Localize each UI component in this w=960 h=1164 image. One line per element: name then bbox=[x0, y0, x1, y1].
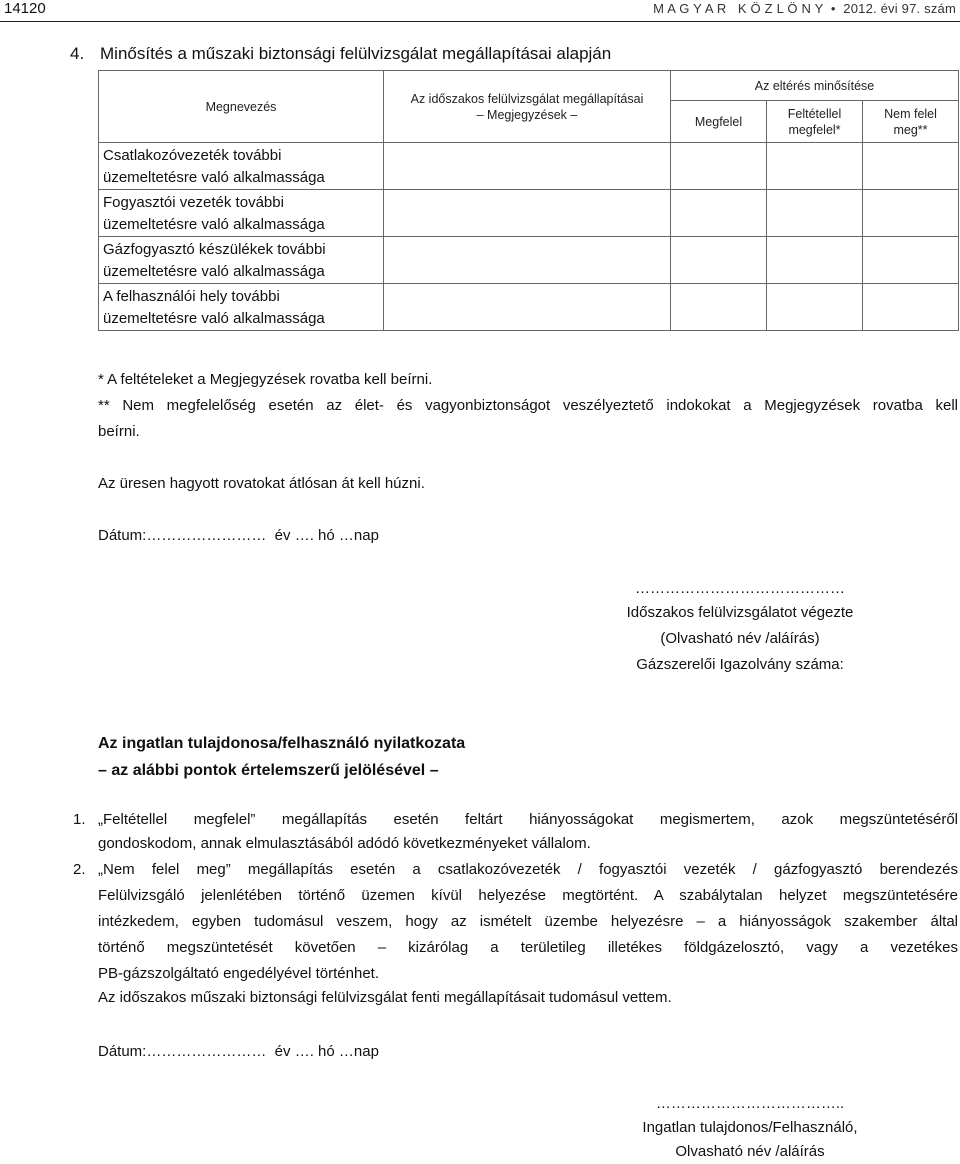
section-number: 4. bbox=[70, 44, 85, 63]
inspector-license-number: Gázszerelői Igazolvány száma: bbox=[636, 656, 844, 673]
col-header-fail-line2: meg** bbox=[893, 122, 928, 137]
item1-line1: „Feltétellel megfelel” megállapítás esetén feltárt hiányosságokat megismertem, azok megszüntetéséről bbox=[98, 811, 958, 828]
publication-title: M A G Y A R K Ö Z L Ö N Y • 2012. évi 97. szám bbox=[653, 1, 956, 16]
ok-cell[interactable] bbox=[671, 143, 767, 190]
page-header bbox=[0, 0, 960, 22]
inspector-signature-line2: (Olvasható név /aláírás) bbox=[660, 630, 820, 647]
notes-cell[interactable] bbox=[384, 190, 671, 237]
item2-line5: PB-gázszolgáltató engedélyével történhet. bbox=[98, 965, 380, 982]
row-label-line2: üzemeltetésre való alkalmassága bbox=[103, 169, 325, 186]
item2-line3: intézkedem, egyben tudomásul veszem, hogy az ismételt üzembe helyezésre – a hiányosságok szakember által bbox=[98, 913, 958, 930]
item2-line2: Felülvizsgáló jelenlétében történő üzemen kívül helyezése megtörtént. A szabálytalan helyzet megszüntetésére bbox=[98, 887, 958, 904]
inspector-signature-line1: Időszakos felülvizsgálatot végezte bbox=[626, 604, 854, 621]
conditional-cell[interactable] bbox=[767, 143, 863, 190]
item2-line1: „Nem felel meg” megállapítás esetén a csatlakozóvezeték / fogyasztói vezeték / gázfogyasztó berendezés bbox=[98, 861, 958, 878]
conditional-cell[interactable] bbox=[767, 237, 863, 284]
item1-number: 1. bbox=[73, 811, 86, 828]
footnote-2-line2: beírni. bbox=[98, 423, 140, 440]
conditional-cell[interactable] bbox=[767, 190, 863, 237]
header-rule bbox=[0, 21, 960, 22]
row-label-line1: Gázfogyasztó készülékek további bbox=[103, 241, 326, 258]
row-label-line1: A felhasználói hely további bbox=[103, 288, 280, 305]
col-header-conditional-line2: megfelel* bbox=[788, 122, 841, 137]
col-header-fail-line1: Nem felel bbox=[884, 106, 937, 121]
ok-cell[interactable] bbox=[671, 190, 767, 237]
notes-cell[interactable] bbox=[384, 143, 671, 190]
fail-cell[interactable] bbox=[863, 237, 959, 284]
footnote-1: * A feltételeket a Megjegyzések rovatba kell beírni. bbox=[98, 371, 433, 388]
page-number: 14120 bbox=[4, 0, 46, 17]
fail-cell[interactable] bbox=[863, 190, 959, 237]
col-header-ok: Megfelel bbox=[671, 101, 767, 143]
owner-signature-dots[interactable]: ……………………………….. bbox=[655, 1095, 845, 1112]
assessment-table bbox=[98, 70, 959, 331]
row-label bbox=[99, 237, 384, 284]
inspection-date-line[interactable]: Dátum:…………………… év …. hó …nap bbox=[98, 527, 379, 544]
col-header-notes bbox=[384, 71, 671, 143]
notes-cell[interactable] bbox=[384, 237, 671, 284]
item2-number: 2. bbox=[73, 861, 86, 878]
declaration-title: Az ingatlan tulajdonosa/felhasználó nyilatkozata bbox=[98, 735, 466, 752]
row-label bbox=[99, 284, 384, 331]
item1-line2: gondoskodom, annak elmulasztásából adódó következményeket vállalom. bbox=[98, 835, 591, 852]
owner-date-line[interactable]: Dátum:…………………… év …. hó …nap bbox=[98, 1043, 379, 1060]
row-label-line1: Csatlakozóvezeték további bbox=[103, 147, 282, 164]
owner-signature-line1: Ingatlan tulajdonos/Felhasználó, bbox=[642, 1119, 858, 1136]
declaration-subtitle: – az alábbi pontok értelemszerű jelölésével – bbox=[98, 762, 439, 779]
fail-cell[interactable] bbox=[863, 143, 959, 190]
row-label bbox=[99, 190, 384, 237]
table-row bbox=[99, 284, 959, 331]
item2-line4: történő megszüntetését követően – kizárólag a területileg illetékes földgázelosztó, vagy a vezetékes bbox=[98, 939, 958, 956]
col-header-fail bbox=[863, 101, 959, 143]
row-label-line2: üzemeltetésre való alkalmassága bbox=[103, 310, 325, 327]
table-row bbox=[99, 143, 959, 190]
row-label bbox=[99, 143, 384, 190]
col-header-conditional bbox=[767, 101, 863, 143]
footnote-2-line1: ** Nem megfelelőség esetén az élet- és vagyonbiztonságot veszélyeztető indokokat a Megjegyzések rovatba kell bbox=[98, 397, 958, 414]
section-title bbox=[70, 44, 611, 64]
col-header-name: Megnevezés bbox=[99, 71, 384, 143]
row-label-line2: üzemeltetésre való alkalmassága bbox=[103, 263, 325, 280]
acknowledgement: Az időszakos műszaki biztonsági felülvizsgálat fenti megállapításait tudomásul vettem. bbox=[98, 989, 672, 1006]
col-header-notes-line1: Az időszakos felülvizsgálat megállapításai bbox=[410, 91, 644, 106]
fail-cell[interactable] bbox=[863, 284, 959, 331]
col-header-conditional-line1: Feltétellel bbox=[787, 106, 842, 121]
row-label-line2: üzemeltetésre való alkalmassága bbox=[103, 216, 325, 233]
conditional-cell[interactable] bbox=[767, 284, 863, 331]
table-row bbox=[99, 190, 959, 237]
group-header-deviation: Az eltérés minősítése bbox=[671, 71, 959, 101]
row-label-line1: Fogyasztói vezeték további bbox=[103, 194, 284, 211]
section-title-text: Minősítés a műszaki biztonsági felülvizsgálat megállapításai alapján bbox=[100, 44, 612, 63]
owner-signature-line2: Olvasható név /aláírás bbox=[675, 1143, 825, 1160]
inspector-signature-dots[interactable]: …………………………………… bbox=[635, 580, 845, 597]
table-row bbox=[99, 237, 959, 284]
col-header-notes-line2: – Megjegyzések – bbox=[476, 107, 578, 122]
empty-fields-note: Az üresen hagyott rovatokat átlósan át kell húzni. bbox=[98, 475, 425, 492]
ok-cell[interactable] bbox=[671, 284, 767, 331]
notes-cell[interactable] bbox=[384, 284, 671, 331]
ok-cell[interactable] bbox=[671, 237, 767, 284]
